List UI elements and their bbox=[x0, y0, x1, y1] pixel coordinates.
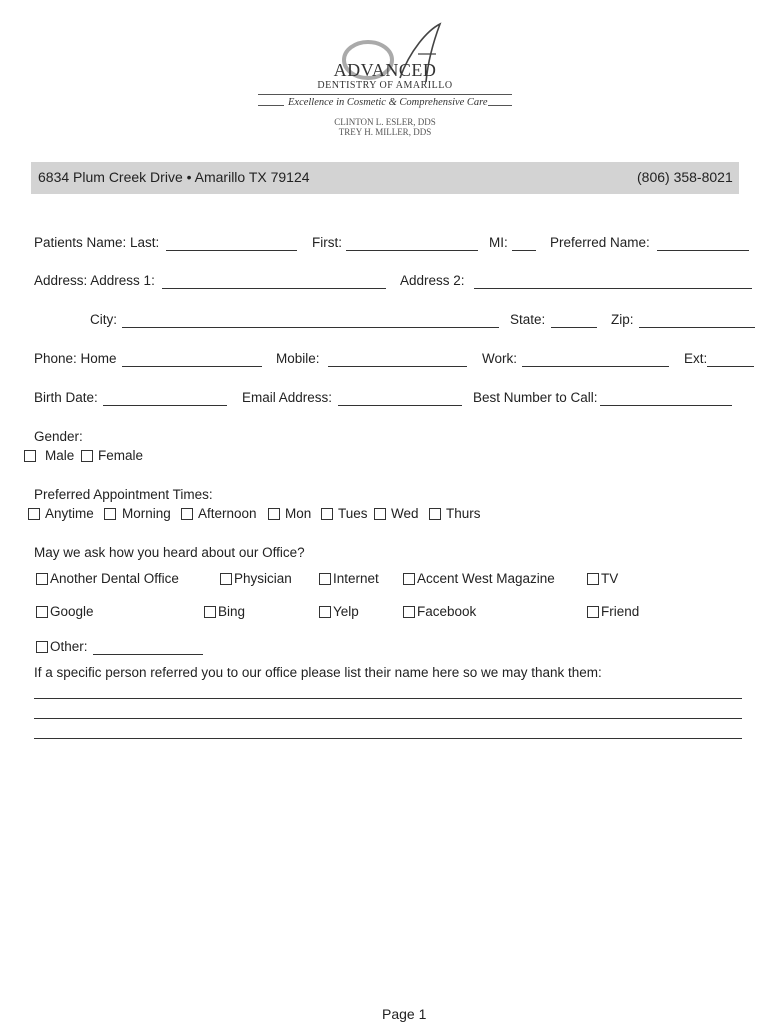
preferred-name-label: Preferred Name: bbox=[550, 235, 650, 250]
logo-tagline: Excellence in Cosmetic & Comprehensive Care bbox=[288, 97, 488, 108]
state-label: State: bbox=[510, 312, 546, 327]
address2-field[interactable] bbox=[474, 288, 752, 289]
logo-subtitle: DENTISTRY OF AMARILLO bbox=[317, 80, 453, 91]
ext-label: Ext: bbox=[684, 351, 708, 366]
logo-rule-right bbox=[488, 105, 512, 106]
bing-label: Bing bbox=[218, 604, 246, 619]
thurs-label: Thurs bbox=[446, 506, 481, 521]
facebook-label: Facebook bbox=[417, 604, 477, 619]
female-checkbox[interactable] bbox=[81, 450, 93, 462]
mi-label: MI: bbox=[489, 235, 508, 250]
email-field[interactable] bbox=[338, 405, 462, 406]
first-name-field[interactable] bbox=[346, 250, 478, 251]
internet-label: Internet bbox=[333, 571, 379, 586]
morning-checkbox[interactable] bbox=[104, 508, 116, 520]
mon-checkbox[interactable] bbox=[268, 508, 280, 520]
zip-field[interactable] bbox=[639, 327, 755, 328]
tv-checkbox[interactable] bbox=[587, 573, 599, 585]
logo-rule-left bbox=[258, 105, 284, 106]
dental-office-label: Another Dental Office bbox=[50, 571, 179, 586]
thurs-checkbox[interactable] bbox=[429, 508, 441, 520]
preferred-name-field[interactable] bbox=[657, 250, 749, 251]
referral-line-2[interactable] bbox=[34, 718, 742, 719]
mobile-label: Mobile: bbox=[276, 351, 320, 366]
address1-field[interactable] bbox=[162, 288, 386, 289]
wed-checkbox[interactable] bbox=[374, 508, 386, 520]
best-number-field[interactable] bbox=[600, 405, 732, 406]
mon-label: Mon bbox=[285, 506, 312, 521]
logo bbox=[250, 20, 520, 145]
zip-label: Zip: bbox=[611, 312, 634, 327]
referral-line-3[interactable] bbox=[34, 738, 742, 739]
work-label: Work: bbox=[482, 351, 518, 366]
tues-checkbox[interactable] bbox=[321, 508, 333, 520]
office-address: 6834 Plum Creek Drive • Amarillo TX 79124 bbox=[38, 169, 310, 185]
office-phone: (806) 358-8021 bbox=[637, 169, 733, 185]
bing-checkbox[interactable] bbox=[204, 606, 216, 618]
yelp-checkbox[interactable] bbox=[319, 606, 331, 618]
other-label: Other: bbox=[50, 639, 88, 654]
google-checkbox[interactable] bbox=[36, 606, 48, 618]
friend-checkbox[interactable] bbox=[587, 606, 599, 618]
ext-field[interactable] bbox=[707, 366, 754, 367]
first-name-label: First: bbox=[312, 235, 342, 250]
internet-checkbox[interactable] bbox=[319, 573, 331, 585]
female-label: Female bbox=[98, 448, 144, 463]
afternoon-label: Afternoon bbox=[198, 506, 257, 521]
tues-label: Tues bbox=[338, 506, 368, 521]
dental-office-checkbox[interactable] bbox=[36, 573, 48, 585]
doctor-2: TREY H. MILLER, DDS bbox=[338, 127, 432, 137]
address1-label: Address: Address 1: bbox=[34, 273, 155, 288]
home-phone-label: Phone: Home bbox=[34, 351, 117, 366]
physician-checkbox[interactable] bbox=[220, 573, 232, 585]
physician-label: Physician bbox=[234, 571, 292, 586]
birth-date-field[interactable] bbox=[103, 405, 227, 406]
other-checkbox[interactable] bbox=[36, 641, 48, 653]
doctor-1: CLINTON L. ESLER, DDS bbox=[334, 117, 436, 127]
other-field[interactable] bbox=[93, 654, 203, 655]
male-checkbox[interactable] bbox=[24, 450, 36, 462]
city-field[interactable] bbox=[122, 327, 499, 328]
magazine-label: Accent West Magazine bbox=[417, 571, 555, 586]
anytime-label: Anytime bbox=[45, 506, 94, 521]
male-label: Male bbox=[45, 448, 75, 463]
google-label: Google bbox=[50, 604, 94, 619]
birth-date-label: Birth Date: bbox=[34, 390, 98, 405]
state-field[interactable] bbox=[551, 327, 597, 328]
anytime-checkbox[interactable] bbox=[28, 508, 40, 520]
page-number: Page 1 bbox=[382, 1006, 427, 1022]
appointment-label: Preferred Appointment Times: bbox=[34, 487, 213, 502]
best-number-label: Best Number to Call: bbox=[473, 390, 598, 405]
afternoon-checkbox[interactable] bbox=[181, 508, 193, 520]
last-name-label: Patients Name: Last: bbox=[34, 235, 160, 250]
city-label: City: bbox=[90, 312, 117, 327]
work-field[interactable] bbox=[522, 366, 669, 367]
mi-field[interactable] bbox=[512, 250, 536, 251]
referral-prompt: If a specific person referred you to our office please list their name here so we may thank them: bbox=[34, 665, 602, 680]
wed-label: Wed bbox=[391, 506, 419, 521]
address2-label: Address 2: bbox=[400, 273, 465, 288]
email-label: Email Address: bbox=[242, 390, 333, 405]
gender-label: Gender: bbox=[34, 429, 83, 444]
friend-label: Friend bbox=[601, 604, 640, 619]
logo-rule bbox=[258, 94, 512, 95]
heard-question: May we ask how you heard about our Office? bbox=[34, 545, 305, 560]
mobile-field[interactable] bbox=[328, 366, 467, 367]
last-name-field[interactable] bbox=[166, 250, 297, 251]
logo-name: ADVANCED bbox=[333, 60, 437, 80]
tv-label: TV bbox=[601, 571, 619, 586]
referral-line-1[interactable] bbox=[34, 698, 742, 699]
facebook-checkbox[interactable] bbox=[403, 606, 415, 618]
yelp-label: Yelp bbox=[333, 604, 359, 619]
magazine-checkbox[interactable] bbox=[403, 573, 415, 585]
morning-label: Morning bbox=[122, 506, 171, 521]
home-phone-field[interactable] bbox=[122, 366, 262, 367]
